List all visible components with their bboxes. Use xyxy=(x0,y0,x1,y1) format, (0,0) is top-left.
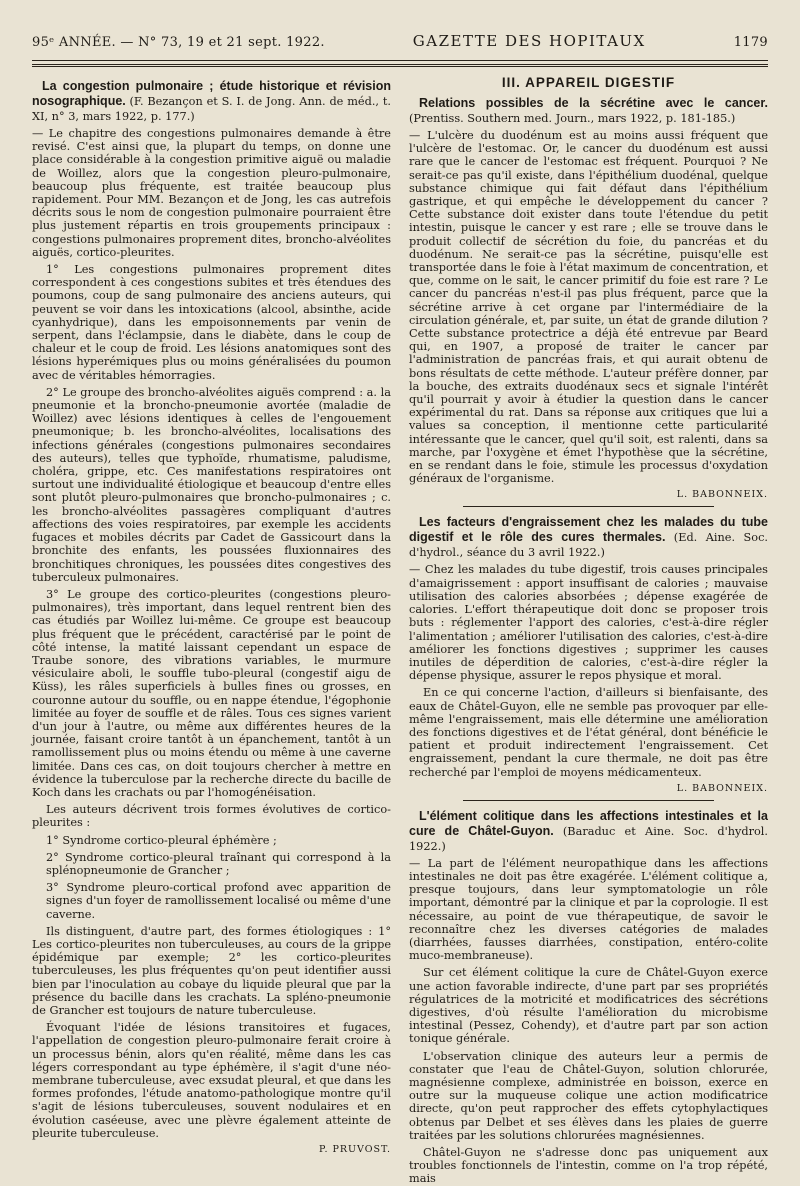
paragraph: Châtel-Guyon ne s'adresse donc pas uniquement aux troubles fonctionnels de l'intestin, comme on l'a trop répété, mais xyxy=(409,1146,768,1186)
article-reference: (F. Bezançon et S. I. de Jong. Ann. de méd., t. XI, n° 3, mars 1922, p. 177.) xyxy=(32,95,391,123)
author-signature: L. BABONNEIX. xyxy=(676,489,768,501)
author-signature: L. BABONNEIX. xyxy=(676,782,768,794)
page-number: 1179 xyxy=(733,35,768,50)
list-item: 1° Syndrome cortico-pleural éphémère ; xyxy=(46,833,277,847)
paragraph: L'observation clinique des auteurs leur a permis de constater que l'eau de Châtel-Guyon, solution chlorurée, magnésienne complexe, administrée en boisson, exerce en outre sur la muqueuse colique une action modificatrice directe, qu'on peut rapprocher des effets cytophylactiques obtenus par Delbet et ses élèves dans les plaies de guerre traitées par les solutions chlorurées magnésiennes. xyxy=(409,1049,768,1142)
list-item: 2° Syndrome cortico-pleural traînant qui correspond à la splénopneumonie de Grancher ; xyxy=(46,850,391,877)
article-title-text: Les facteurs d'engraissement chez les malades du tube digestif et le rôle des cures thermales. xyxy=(409,515,768,545)
article-title xyxy=(409,96,768,126)
article-separator xyxy=(463,506,714,507)
paragraph: Les auteurs décrivent trois formes évolutives de cortico-pleurites : xyxy=(32,803,391,830)
article-title-text: Relations possibles de la sécrétine avec le cancer. xyxy=(419,96,768,110)
article-body: — La part de l'élément neuropathique dans les affections intestinales ne doit pas être exagérée. L'élément colitique a, presque toujours, dans leur symptomatologie un rôle important, démontré par la clinique et par la coprologie. Il est nécessaire, au point de vue thérapeutique, de savoir le reconnaître chez les diverses catégories de malades (diarrhées, fausses diarrhées, constipation, entéro-colite muco-membraneuse). xyxy=(409,856,768,963)
paragraph: 2° Le groupe des broncho-alvéolites aiguës comprend : a. la pneumonie et la broncho-pneumonie avortée (maladie de Woillez) avec lésions identiques à celles de l'engouement pneumonique; b. les broncho-alvéolites, localisations des infections générales (congestions pulmonaires secondaires des auteurs), telles que typhoïde, rhumatisme, paludisme, choléra, grippe, etc. Ces manifestations respiratoires ont surtout une individualité étiologique et beaucoup d'entre elles sont plutôt pleuro-pulmonaires que broncho-pulmonaires ; c. les broncho-alvéolites passagères compliquant d'autres affections des voies respiratoires, par exemple les accidents fugaces et mobiles décrits par Cadet de Gassicourt dans la bronchite des enfants, les poussées fluxionnaires des bronchitiques chroniques, les poussées dites congestives des tuberculeux pulmonaires. xyxy=(32,385,391,584)
article-reference: (Baraduc et Aine. Soc. d'hydrol. 1922.) xyxy=(409,824,768,853)
article-title xyxy=(32,79,391,124)
article-title xyxy=(409,809,768,854)
left-column xyxy=(32,75,392,1156)
author-signature: P. PRUVOST. xyxy=(318,1144,391,1156)
article-title-text: L'élément colitique dans les affections intestinales et la cure de Châtel-Guyon. xyxy=(409,808,768,838)
paragraph: Ils distinguent, d'autre part, des formes étiologiques : 1° Les cortico-pleurites non tuberculeuses, au cours de la grippe épidémique par exemple; 2° les cortico-pleurites tuberculeuses, les plus fréquentes qu'on peut identifier aussi bien par l'inoculation au cobaye du liquide pleural que par la présence du bacille dans les crachats. La spléno-pneumonie de Grancher est toujours de nature tuberculeuse. xyxy=(32,924,391,1017)
article-body: — Chez les malades du tube digestif, trois causes principales d'amaigrissement : apport insuffisant de calories ; mauvaise utilisation des calories absorbées ; dépense exagérée de calories. L'effort thérapeutique doit donc se proposer trois buts : réglementer l'apport des calories, c'est-à-dire régler l'alimentation ; améliorer l'utilisation des calories, c'est-à-dire améliorer les fonctions digestives ; supprimer les causes inutiles de déperdition de calories, c'est-à-dire régler la dépense physique, assurer le repos physique et moral. xyxy=(409,563,768,683)
right-column xyxy=(409,75,768,1186)
journal-title: GAZETTE DES HOPITAUX xyxy=(412,32,646,50)
paragraph: Évoquant l'idée de lésions transitoires et fugaces, l'appellation de congestion pleuro-pulmonaire ferait croire à un processus bénin, alors qu'en réalité, même dans les cas légers correspondant au type éphémère, il s'agit d'une néo-membrane tuberculeuse, avec exsudat pleural, et que dans les formes profondes, l'étude anatomo-pathologique montre qu'il s'agit de lésions tuberculeuses, souvent nodulaires et en évolution caséeuse, avec une plèvre également atteinte de pleurite tuberculeuse. xyxy=(32,1021,392,1140)
section-heading: III. APPAREIL DIGESTIF xyxy=(501,75,676,90)
paragraph: 1° Les congestions pulmonaires proprement dites correspondent à ces congestions subites et très étendues des poumons, coup de sang pulmonaire des anciens auteurs, qui peuvent se voir dans les intoxications (alcool, absinthe, acide cyanhydrique), dans les empoisonnements par venin de serpent, dans l'éclampsie, dans le diabète, dans le coup de chaleur et le coup de froid. Les lésions anatomiques sont des lésions hyperémiques plus ou moins généralisées du poumon avec de véritables hémorragies. xyxy=(32,263,391,382)
article-lead: — Le chapitre des congestions pulmonaires demande à être revisé. C'est ainsi que, la plupart du temps, on donne une place considérable à la congestion primitive aiguë ou maladie de Woillez, alors que la congestion pleuro-pulmonaire, beaucoup plus fréquente, est traitée beaucoup plus rapidement. Pour MM. Bezançon et de Jong, les cas autrefois décrits sous le nom de congestion pulmonaire pourraient être plus justement répartis en trois groupements principaux : congestions pulmonaires proprement dites, broncho-alvéolites aiguës, cortico-pleurites. xyxy=(32,127,391,259)
article-separator xyxy=(463,800,714,801)
article-title xyxy=(409,515,768,560)
article-body: — L'ulcère du duodénum est au moins aussi fréquent que l'ulcère de l'estomac. Or, le cancer du duodénum est aussi rare que le cancer de l'estomac est fréquent. Pourquoi ? Ne serait-ce pas qu'il existe, dans l'épithélium duodénal, quelque substance chimique qui fait défaut dans l'épithélium gastrique, et qui empêche le développement du cancer ? Cette substance doit exister dans toute l'étendue du petit intestin, puisque le cancer y est rare ; elle se trouve dans le produit collectif de sécrétion du foie, du pancréas et du duodénum. Ne serait-ce pas la sécrétine, puisqu'elle est transportée dans le foie à l'état maximum de concentration, et que, comme on le sait, le cancer primitif du foie est rare ? Le cancer du pancréas n'est-il pas plus fréquent, parce que la sécrétine arrive à cet organe par l'intermédiaire de la circulation générale, et, par suite, un état de grande dilution ? Cette substance protectrice a déjà été entrevue par Beard qui, en 1907, a proposé de traiter le cancer par l'administration de pancréas frais, et qui aurait obtenu de bons résultats de cette méthode. L'auteur préfère donner, par la bouche, des extraits duodénaux secs et signale l'intérêt qu'il pourrait y avoir à étudier la question dans le cancer expérimental du rat. Dans sa réponse aux critiques que lui a values sa conception, il mentionne cette particularité intéressante que le cancer, quel qu'il soit, est ralenti, dans sa marche, par l'oxygène et émet l'hypothèse que la sécrétine, en se rendant dans le foie, stimule les processus d'oxydation généraux de l'organisme. xyxy=(409,129,768,486)
article-reference: (Ed. Aine. Soc. d'hydrol., séance du 3 avril 1922.) xyxy=(409,531,768,560)
issue-info: 95ᵉ ANNÉE. — N° 73, 19 et 21 sept. 1922. xyxy=(32,35,325,50)
page-header xyxy=(32,32,768,58)
paragraph: Sur cet élément colitique la cure de Châtel-Guyon exerce une action favorable indirecte, d'une part par ses propriétés régulatrices de la motricité et modificatrices des sécrétions digestives, d'où résulte l'amélioration du microbisme intestinal (Pessez, Cohendy), et d'autre part par son action tonique générale. xyxy=(409,966,768,1046)
header-rule xyxy=(32,60,768,61)
paragraph: En ce qui concerne l'action, d'ailleurs si bienfaisante, des eaux de Châtel-Guyon, elle ne semble pas provoquer par elle-même l'engraissement, mais elle détermine une amélioration des fonctions digestives et de l'état général, dont bénéficie le patient et produit indirectement l'engraissement. Cet engraissement, pendant la cure thermale, ne doit pas être recherché par l'emploi de moyens médicamenteux. xyxy=(409,686,768,779)
header-double-rule xyxy=(32,64,768,67)
list-item: 3° Syndrome pleuro-cortical profond avec apparition de signes d'un foyer de ramollissement localisé ou même d'une caverne. xyxy=(46,881,391,921)
article-title-text: La congestion pulmonaire ; étude historique et révision nosographique. xyxy=(32,79,391,108)
paragraph: 3° Le groupe des cortico-pleurites (congestions pleuro-pulmonaires), très important, dans lequel rentrent bien des cas étudiés par Woillez lui-même. Ce groupe est beaucoup plus fréquent que le précédent, caractérisé par le point de côté intense, la matité laissant cependant un espace de Traube sonore, des vibrations variables, le murmure vésiculaire aboli, le souffle tubo-pleural (congestif aigu de Küss), les râles superficiels à bulles fines ou grosses, en couronne autour du souffle, ou en nappe étendue, l'égophonie limitée au foyer de souffle et de râles. Tous ces signes varient d'un jour à l'autre, ou même aux différentes heures de la journée, faisant croire tantôt à un épanchement, tantôt à un ramollissement plus ou moins étendu ou même à une caverne limitée. Dans ces cas, on doit toujours chercher à mettre en évidence la tuberculose par la recherche directe du bacille de Koch dans les crachats ou par l'homogénéisation. xyxy=(32,587,391,799)
article-reference: (Prentiss. Southern med. Journ., mars 1922, p. 181-185.) xyxy=(409,112,736,125)
